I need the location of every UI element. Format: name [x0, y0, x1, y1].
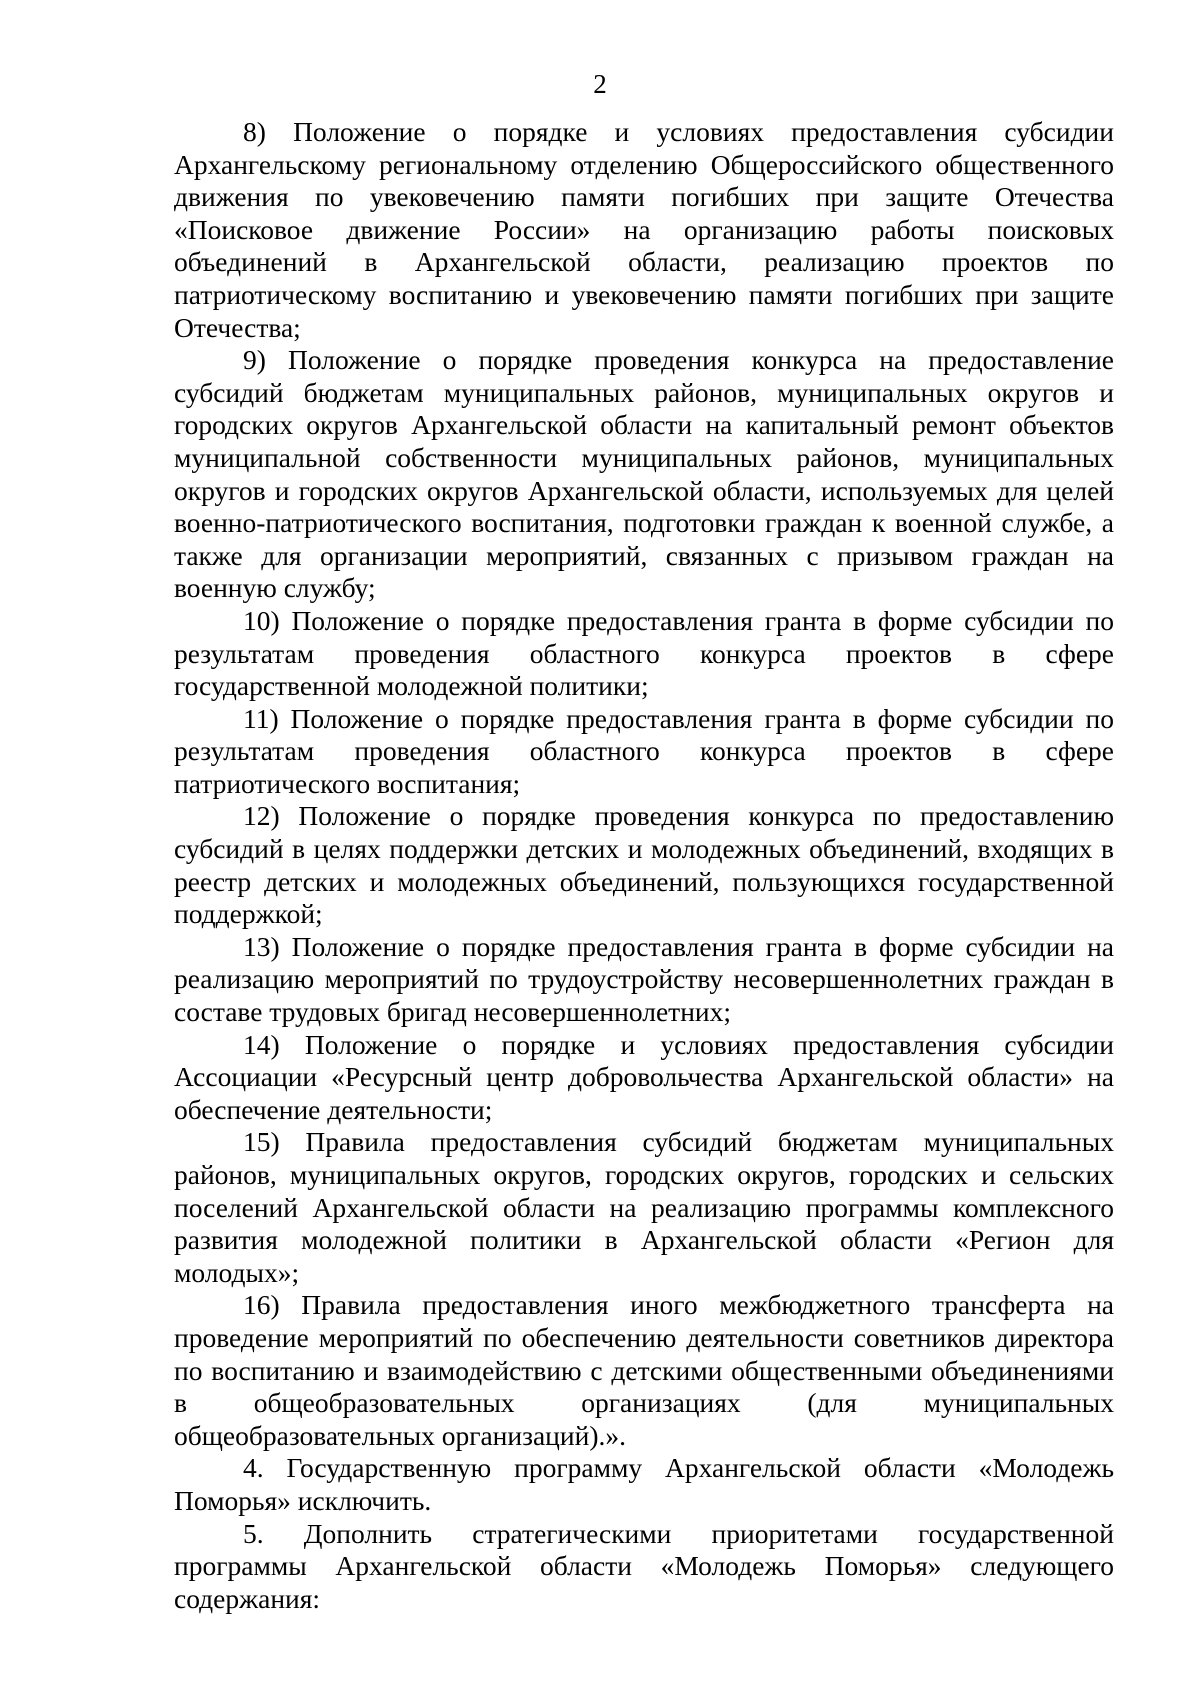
paragraph-item-8: 8) Положение о порядке и условиях предоставления субсидии Архангельскому региональному отделению Общероссийского общественного движения по увековечению памяти погибших при защите Отечества «Поисковое движение России» на организацию работы поисковых объединений в Архангельской области, реализацию проектов по патриотическому воспитанию и увековечению памяти погибших при защите Отечества;: [174, 116, 1114, 343]
paragraph-item-15: 15) Правила предоставления субсидий бюджетам муниципальных районов, муниципальных округов, городских округов, городских и сельских поселений Архангельской области на реализацию программы комплексного развития молодежной политики в Архангельской области «Регион для молодых»;: [174, 1126, 1114, 1288]
page-number: 2: [593, 69, 607, 99]
paragraph-section-4: 4. Государственную программу Архангельской области «Молодежь Поморья» исключить.: [174, 1452, 1114, 1516]
paragraph-item-10: 10) Положение о порядке предоставления гранта в форме субсидии по результатам проведения областного конкурса проектов в сфере государственной молодежной политики;: [174, 604, 1114, 702]
paragraph-item-11: 11) Положение о порядке предоставления гранта в форме субсидии по результатам проведения областного конкурса проектов в сфере патриотического воспитания;: [174, 702, 1114, 799]
paragraph-item-9: 9) Положение о порядке проведения конкурса на предоставление субсидий бюджетам муниципальных районов, муниципальных округов и городских округов Архангельской области на капитальный ремонт объектов муниципальной собственности муниципальных районов, муниципальных округов и городских округов Архангельской области, используемых для целей военно-патриотического воспитания, подготовки граждан к военной службе, а также для организации мероприятий, связанных с призывом граждан на военную службу;: [174, 344, 1114, 604]
document-body: [174, 116, 1114, 1615]
paragraph-item-16: 16) Правила предоставления иного межбюджетного трансферта на проведение мероприятий по обеспечению деятельности советников директора по воспитанию и взаимодействию с детскими общественными объединениями в общеобразовательных организациях (для муниципальных общеобразовательных организаций).».: [174, 1289, 1114, 1451]
paragraph-section-5: 5. Дополнить стратегическими приоритетами государственной программы Архангельской области «Молодежь Поморья» следующего содержания:: [174, 1517, 1114, 1614]
paragraph-item-14: 14) Положение о порядке и условиях предоставления субсидии Ассоциации «Ресурсный центр добровольчества Архангельской области» на обеспечение деятельности;: [174, 1028, 1114, 1125]
paragraph-item-13: 13) Положение о порядке предоставления гранта в форме субсидии на реализацию мероприятий по трудоустройству несовершеннолетних граждан в составе трудовых бригад несовершеннолетних;: [174, 930, 1114, 1028]
paragraph-item-12: 12) Положение о порядке проведения конкурса по предоставлению субсидий в целях поддержки детских и молодежных объединений, входящих в реестр детских и молодежных объединений, пользующихся государственной поддержкой;: [174, 800, 1114, 930]
